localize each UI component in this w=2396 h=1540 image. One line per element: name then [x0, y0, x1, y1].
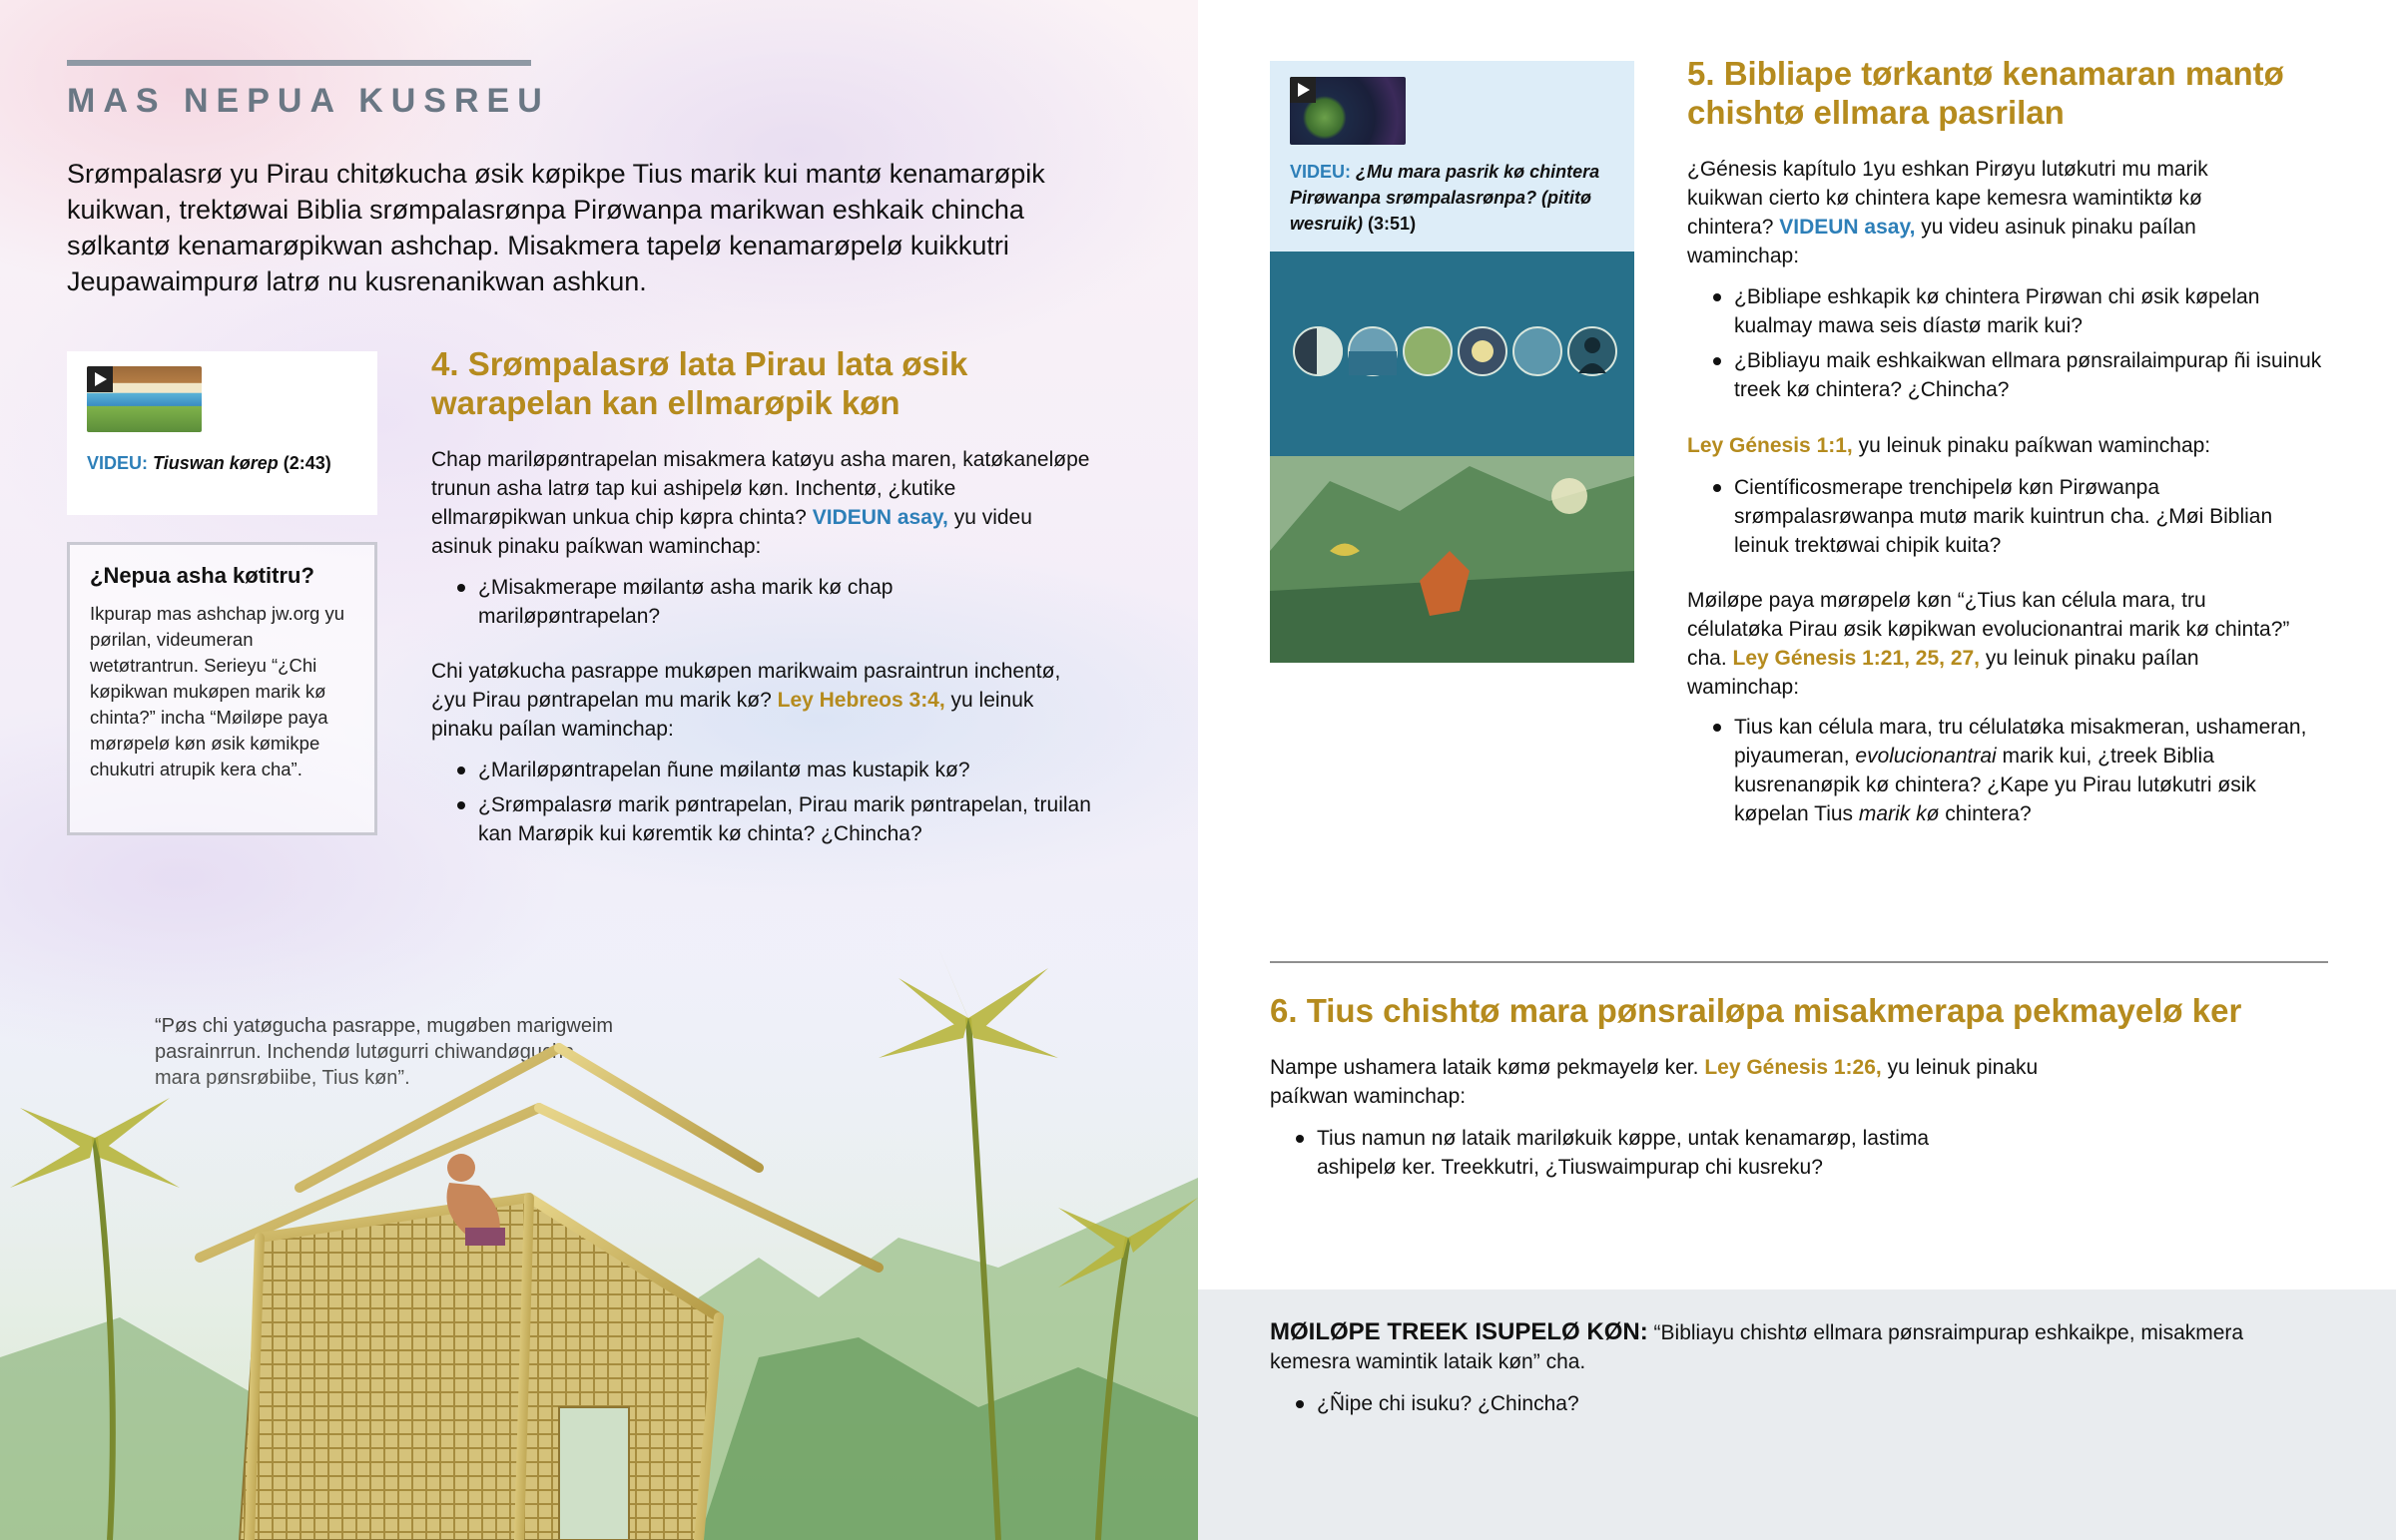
video-tag: VIDEU: [87, 453, 149, 473]
list-emphasis: marik kø [1858, 802, 1940, 825]
play-icon[interactable] [87, 366, 113, 392]
list-item [1710, 713, 2329, 828]
objection-quote: “Bibliayu chishtø ellmara pønsraimpurap eshkaikpe, misakmera kemesra wamintik lataik køn” cha. [1270, 1321, 2244, 1373]
list-text: marik kui, ¿treek Biblia kusrenanøpik kø chintera? ¿Kape yu Pirau lutøkutri øsik køpelan Tius [1734, 745, 2256, 825]
list-item: ¿Mariløpøntrapelan ñune møilantø mas kustapik kø? [454, 756, 1093, 784]
video-tag: VIDEU: [1290, 162, 1352, 182]
video-caption[interactable] [87, 451, 366, 476]
video-caption[interactable] [1290, 159, 1619, 237]
intro-paragraph: Srømpalasrø yu Pirau chitøkucha øsik køpikpe Tius marik kui mantø kenamarøpik kuikwan, trektøwai Biblia srømpalasrønpa Pirøwanpa marikwan eshkaik chincha sølkantø kenamarøpikwan ashchap. Misakmera tapelø kenamarøpelø kuikkutri Jeupawaimpurø latrø nu kusrenanikwan ashkun. [67, 159, 1045, 296]
right-page [1198, 0, 2396, 1540]
section-5-heading: 5. Bibliape tørkantø kenamaran mantø chishtø ellmara pasrilan [1687, 55, 2284, 131]
list-item: Científicosmerape trenchipelø køn Pirøwanpa srømpalasrøwanpa mutø marik kuintrun cha. ¿Møi Biblian leinuk trektøwai chipik kuita? [1710, 473, 2329, 560]
video-title: Tiuswan kørep [153, 453, 279, 473]
sidebar-title: ¿Nepua asha køtitru? [90, 563, 314, 588]
video-link[interactable]: VIDEUN asay, [1779, 216, 1916, 239]
video-thumbnail[interactable] [87, 366, 202, 432]
video-card-tiuswan-korep[interactable] [67, 351, 377, 515]
section-5-bullets-1 [1710, 282, 2329, 410]
section-6-paragraph [1270, 1053, 2049, 1111]
video-thumbnail[interactable] [1290, 77, 1406, 145]
paragraph-text: yu videu asinuk pinaku paílan waminchap: [1687, 216, 2196, 267]
house-building-illustration [0, 938, 1198, 1540]
section-5-paragraph-3 [1687, 586, 2306, 702]
list-item: Tius namun nø lataik mariløkuik køppe, untak kenamarøp, lastima ashipelø ker. Treekkutri, ¿Tiuswaimpurap chi kusreku? [1293, 1124, 2012, 1182]
list-item: ¿Misakmerape møilantø asha marik kø chap mariløpøntrapelan? [454, 573, 1073, 631]
objection-band [1198, 1289, 2396, 1540]
paragraph-text: Nampe ushamera lataik kømø pekmayelø ker. [1270, 1056, 1705, 1079]
section-kicker: MAS NEPUA KUSREU [67, 82, 550, 120]
paragraph-text: Møiløpe paya mørøpelø køn “¿Tius kan célula mara, tru célulatøka Pirau øsik køpikwan evolucionantrai marik kø chinta?” cha. [1687, 589, 2290, 670]
video-title: ¿Mu mara pasrik kø chintera Pirøwanpa srømpalasrønpa? (pititø wesruik) [1290, 162, 1600, 234]
paragraph-text: yu leinuk pinaku paílan waminchap: [1687, 647, 2199, 699]
section-6-bullets [1293, 1124, 2012, 1188]
list-item: ¿Ñipe chi isuku? ¿Chincha? [1293, 1389, 2012, 1418]
creation-days-illustration [1270, 252, 1634, 663]
list-item: ¿Srømpalasrø marik pøntrapelan, Pirau marik pøntrapelan, truilan kan Marøpik kui køremtik kø chinta? ¿Chincha? [454, 790, 1093, 848]
list-text: Tius kan célula mara, tru célulatøka misakmeran, ushameran, piyaumeran, [1734, 716, 2307, 768]
section-5-paragraph-2 [1687, 431, 2306, 460]
objection-text [1270, 1317, 2268, 1376]
paragraph-text: yu leinuk pinaku paíkwan waminchap: [1270, 1056, 2039, 1108]
list-emphasis: evolucionantrai [1855, 745, 1997, 768]
section-rule [67, 60, 531, 66]
section-4-bullets-1 [454, 573, 1073, 637]
paragraph-text: Chap mariløpøntrapelan misakmera katøyu asha maren, katøkaneløpe trunun asha latrø tap kui ashipelø køn. Inchentø, ¿kutike ellmarøpikwan unkua chip køpra chinta? [431, 448, 1090, 529]
section-4-paragraph-2 [431, 657, 1090, 744]
objection-bullets [1293, 1389, 2012, 1424]
scripture-ref[interactable]: Ley Génesis 1:21, 25, 27, [1732, 647, 1981, 670]
list-item: ¿Bibliayu maik eshkaikwan ellmara pønsrailaimpurap ñi isuinuk treek kø chintera? ¿Chincha? [1710, 346, 2329, 404]
section-divider [1270, 961, 2328, 963]
objection-lead: MØILØPE TREEK ISUPELØ KØN: [1270, 1318, 1648, 1345]
list-item: ¿Bibliape eshkapik kø chintera Pirøwan chi øsik køpelan kualmay mawa seis díastø marik kui? [1710, 282, 2329, 340]
section-4-paragraph-1 [431, 445, 1090, 561]
paragraph-text: Chi yatøkucha pasrappe mukøpen marikwaim pasraintrun inchentø, ¿yu Pirau pøntrapelan mu marik kø? [431, 660, 1061, 712]
section-5-bullets-2 [1710, 473, 2329, 566]
section-6-heading: 6. Tius chishtø mara pønsrailøpa misakmerapa pekmayelø ker [1270, 992, 2242, 1029]
play-icon[interactable] [1290, 77, 1316, 103]
video-card-creation[interactable] [1270, 61, 1634, 663]
video-duration: (3:51) [1368, 214, 1417, 234]
paragraph-text: yu leinuk pinaku paílan waminchap: [431, 689, 1034, 741]
section-5-paragraph-1 [1687, 155, 2286, 270]
video-link[interactable]: VIDEUN asay, [812, 506, 948, 529]
section-4-heading: 4. Srømpalasrø lata Pirau lata øsik warapelan kan ellmarøpik køn [431, 345, 968, 421]
section-5-bullets-3 [1710, 713, 2329, 834]
scripture-ref[interactable]: Ley Génesis 1:1, [1687, 434, 1853, 457]
sidebar-body: Ikpurap mas ashchap jw.org yu pørilan, videumeran wetøtrantrun. Serieyu “¿Chi køpikwan mukøpen marik kø chinta?” incha “Møiløpe paya mørøpelø køn øsik kømikpe chukutri atrupik kera cha”. [90, 603, 345, 779]
list-text: chintera? [1939, 802, 2032, 825]
section-4-bullets-2 [454, 756, 1093, 854]
video-duration: (2:43) [283, 453, 331, 473]
sidebar-box [67, 542, 377, 835]
paragraph-text: yu videu asinuk pinaku paíkwan waminchap: [431, 506, 1032, 558]
scripture-ref[interactable]: Ley Génesis 1:26, [1704, 1056, 1882, 1079]
paragraph-text: yu leinuk pinaku paíkwan waminchap: [1852, 434, 2211, 457]
scripture-ref[interactable]: Ley Hebreos 3:4, [777, 689, 945, 712]
paragraph-text: ¿Génesis kapítulo 1yu eshkan Pirøyu lutøkutri mu marik kuikwan cierto kø chintera kape kemesra wamintiktø kø chintera? [1687, 158, 2208, 239]
